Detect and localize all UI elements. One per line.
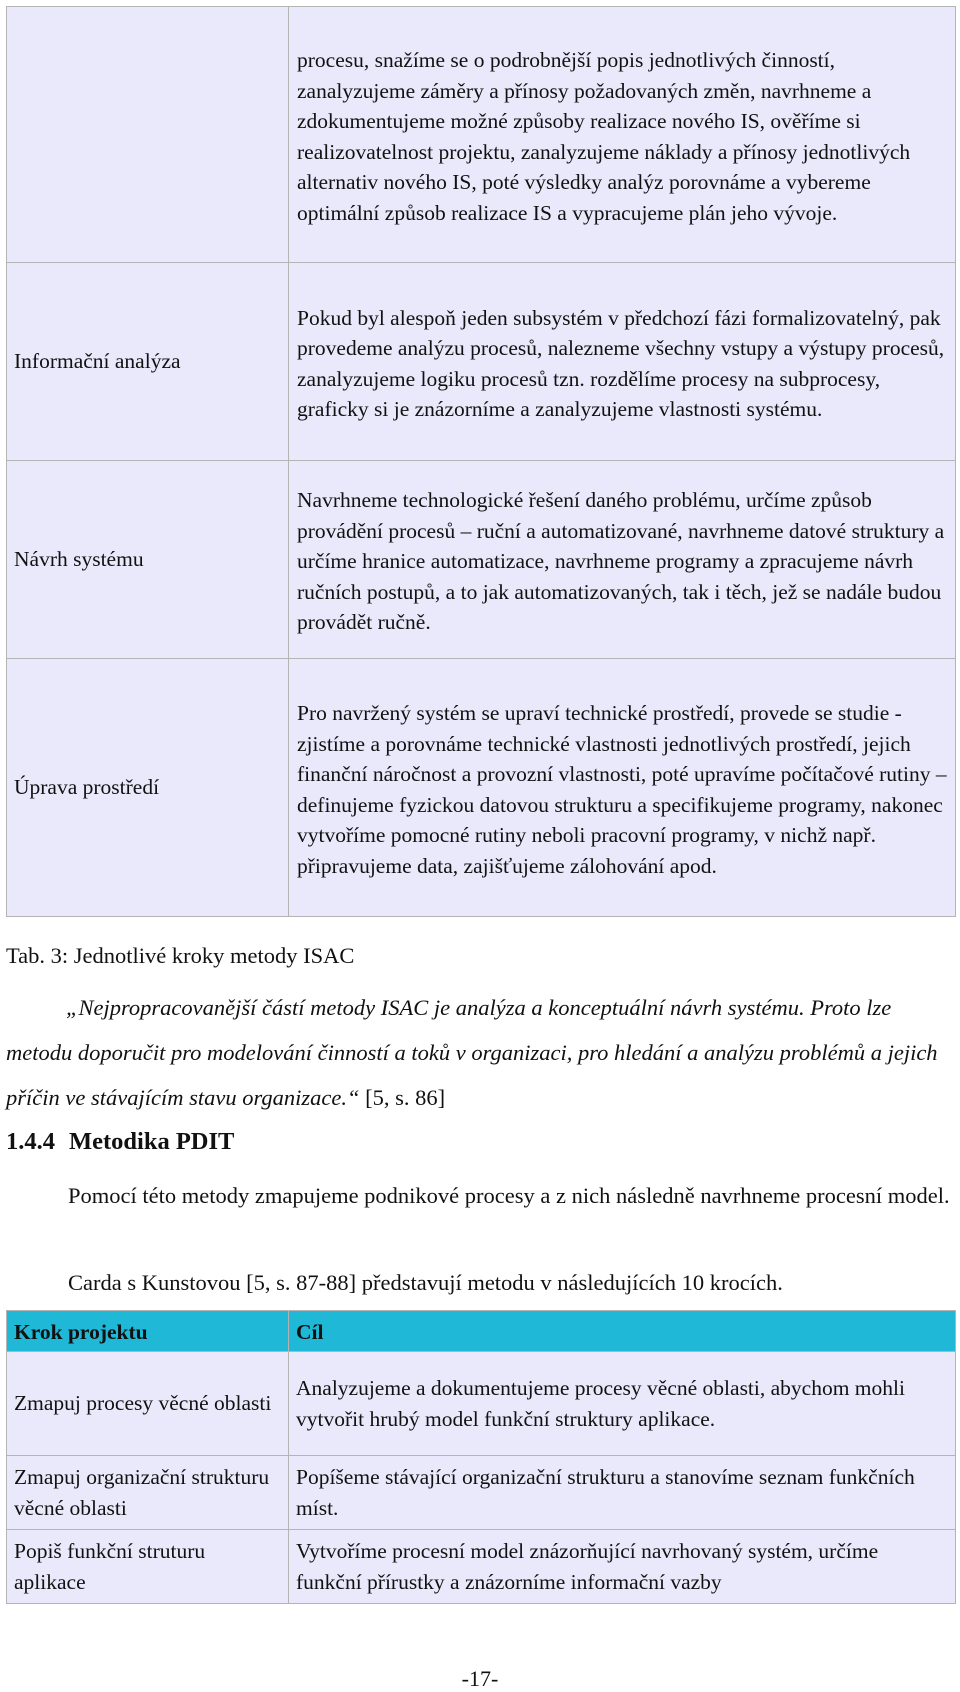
step-name-cell: Informační analýza [7, 263, 289, 461]
step-description-cell: Navrhneme technologické řešení daného problému, určíme způsob provádění procesů – ruční a automatizované, navrhneme datové struktury a určíme hranice automatizace, navrhneme programy a zpracujeme návrh ručních postupů, a to jak automatizovaných, tak i těch, jež se nadále budou provádět ručně. [289, 461, 956, 659]
table-row [7, 659, 956, 917]
pdit-steps-table [6, 1310, 956, 1604]
goal-cell: Vytvoříme procesní model znázorňující navrhovaný systém, určíme funkční přírustky a znázorníme informační vazby [289, 1530, 956, 1604]
table-row [7, 461, 956, 659]
section-number: 1.4.4 [6, 1128, 55, 1155]
table-caption: Tab. 3: Jednotlivé kroky metody ISAC [6, 943, 355, 968]
page-number: -17- [461, 1666, 499, 1691]
body-paragraph: Carda s Kunstovou [5, s. 87-88] představují metodu v následujících 10 krocích. [68, 1270, 783, 1295]
step-name-cell [7, 7, 289, 263]
table-row [7, 1456, 956, 1530]
step-description-cell: Pro navržený systém se upraví technické prostředí, provede se studie - zjistíme a porovnáme technické vlastnosti jednotlivých prostředí, jejich finanční náročnost a provozní vlastnosti, poté upravíme počítačové rutiny – definujeme fyzickou datovou strukturu a specifikujeme programy, nakonec vytvoříme pomocné rutiny neboli pracovní programy, v nichž např. připravujeme data, zajišťujeme zálohování apod. [289, 659, 956, 917]
step-description-cell: procesu, snažíme se o podrobnější popis jednotlivých činností, zanalyzujeme záměry a přínosy požadovaných změn, navrhneme a zdokumentujeme možné způsoby realizace nového IS, ověříme si realizovatelnost projektu, zanalyzujeme náklady a přínosy jednotlivých alternativ nového IS, poté výsledky analýz porovnáme a vybereme optimální způsob realizace IS a vypracujeme plán jeho vývoje. [289, 7, 956, 263]
step-name-cell: Zmapuj procesy věcné oblasti [7, 1352, 289, 1456]
body-paragraph: Pomocí této metody zmapujeme podnikové procesy a z nich následně navrhneme procesní model. [68, 1183, 950, 1208]
table-row [7, 1530, 956, 1604]
section-heading [6, 1127, 954, 1157]
step-name-cell: Popiš funkční struturu aplikace [7, 1530, 289, 1604]
quote-text: „Nejpropracovanější částí metody ISAC je analýza a konceptuální návrh systému. Proto lze metodu doporučit pro modelování činností a toků v organizaci, pro hledání a analýzu problémů a jejich příčin ve stávajícím stavu organizace.“ [6, 995, 938, 1110]
section-title: Metodika PDIT [69, 1128, 235, 1155]
table-row [7, 1352, 956, 1456]
quote-paragraph [6, 985, 954, 1120]
goal-cell: Analyzujeme a dokumentujeme procesy věcné oblasti, abychom mohli vytvořit hrubý model funkční struktury aplikace. [289, 1352, 956, 1456]
table-header-row [7, 1311, 956, 1352]
column-header-goal: Cíl [289, 1311, 956, 1352]
step-description-cell: Pokud byl alespoň jeden subsystém v předchozí fázi formalizovatelný, pak provedeme analýzu procesů, nalezneme všechny vstupy a výstupy procesů, zanalyzujeme logiku procesů tzn. rozdělíme procesy na subprocesy, graficky si je znázorníme a zanalyzujeme vlastnosti systému. [289, 263, 956, 461]
table-row [7, 263, 956, 461]
step-name-cell: Zmapuj organizační strukturu věcné oblasti [7, 1456, 289, 1530]
quote-reference: [5, s. 86] [365, 1085, 446, 1110]
isac-steps-table [6, 6, 956, 917]
step-name-cell: Úprava prostředí [7, 659, 289, 917]
step-name-cell: Návrh systému [7, 461, 289, 659]
column-header-step: Krok projektu [7, 1311, 289, 1352]
goal-cell: Popíšeme stávající organizační strukturu a stanovíme seznam funkčních míst. [289, 1456, 956, 1530]
table-row [7, 7, 956, 263]
